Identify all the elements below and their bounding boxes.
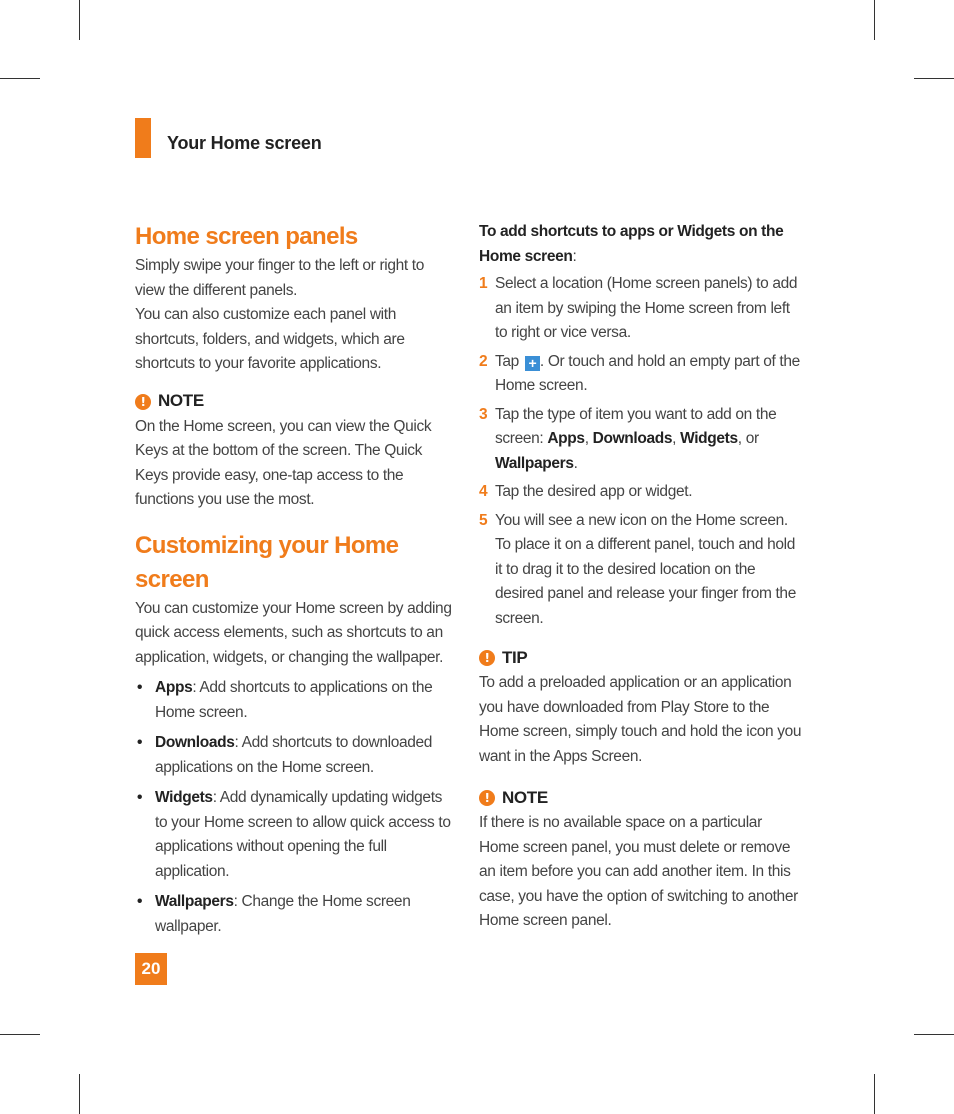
list-item [479,509,803,632]
crop-mark [0,1034,40,1035]
panels-paragraph-2: You can also customize each panel with shortcuts, folders, and widgets, which are shortcuts to your favorite applications. [135,306,405,372]
crop-mark [79,1074,80,1114]
note-text: On the Home screen, you can view the Quick Keys at the bottom of the screen. The Quick Keys provide easy, one-tap access to the functions you use the most. [135,417,432,508]
step-text-pre: Tap the type of item you want to add on the screen: [495,405,777,447]
step-term-apps: Apps [547,430,585,447]
tip-text: To add a preloaded application or an application you have downloaded from Play Store to the Home screen, simply touch and hold the icon you want in the Apps Screen. [479,674,802,765]
bullet-term: Apps [155,679,193,696]
customizing-heading: Customizing your Home screen [135,531,399,593]
list-item [479,403,803,477]
step-text-post: . Or touch and hold an empty part of the Home screen. [495,352,800,394]
list-item [479,480,803,505]
bullet-icon: • [137,679,143,696]
bullet-desc: : Add dynamically updating widgets to your Home screen to allow quick access to applications without opening the full application. [155,789,451,880]
bullet-icon: • [137,734,143,751]
note-text: If there is no available space on a particular Home screen panel, you must delete or remove an item before you can add another item. In this case, you have the option of switching to another Home screen panel. [479,814,798,929]
crop-mark [874,0,875,40]
crop-mark [914,78,954,79]
step-number: 4 [479,483,488,500]
bullet-term: Widgets [155,789,213,806]
list-item [479,272,803,346]
bullet-icon: • [137,893,143,910]
customizing-list [135,676,457,939]
exclamation-icon: ! [135,394,151,410]
step-number: 1 [479,275,488,292]
step-text: Select a location (Home screen panels) to add an item by swiping the Home screen from left to right or vice versa. [495,275,798,341]
section-accent-bar [135,118,151,158]
step-term-downloads: Downloads [592,430,673,447]
bullet-desc: : Add shortcuts to downloaded applications on the Home screen. [155,734,433,776]
add-plus-icon: + [525,356,540,371]
crop-mark [874,1074,875,1114]
list-item [135,890,457,939]
step-number: 5 [479,511,488,529]
step-sep: , [672,430,681,447]
note-header [135,389,457,415]
step-number: 2 [479,352,488,370]
bullet-desc: : Add shortcuts to applications on the Home screen. [155,679,433,721]
step-sep: , [584,430,593,447]
left-column [135,220,457,945]
crop-mark [79,0,80,40]
section-title: Your Home screen [167,133,322,153]
customizing-intro: You can customize your Home screen by adding quick access elements, such as shortcuts to an application, widgets, or changing the wallpaper. [135,599,452,666]
step-text-pre: Tap [495,352,519,370]
note-label: NOTE [502,787,548,807]
exclamation-icon: ! [479,790,495,806]
home-screen-panels-heading: Home screen panels [135,223,358,250]
note-header [479,785,803,811]
steps-heading-text: To add shortcuts to apps or Widgets on the Home screen [479,223,784,265]
bullet-icon: • [137,789,143,806]
crop-mark [0,78,40,79]
panels-paragraph-1: Simply swipe your finger to the left or right to view the different panels. [135,257,425,299]
list-item [479,350,803,399]
list-item [135,731,457,780]
bullet-desc: : Change the Home screen wallpaper. [155,893,411,935]
step-text: Tap the desired app or widget. [495,483,693,500]
list-item [135,676,457,725]
list-item [135,786,457,884]
step-term-widgets: Widgets [680,430,738,447]
step-term-wallpapers: Wallpapers [495,454,574,472]
note-label: NOTE [158,391,204,411]
bullet-term: Wallpapers [155,893,234,910]
tip-label: TIP [502,647,528,667]
bullet-term: Downloads [155,734,235,751]
crop-mark [914,1034,954,1035]
steps-list [479,272,803,631]
step-end: . [573,454,578,472]
exclamation-icon: ! [479,650,495,666]
right-column [479,220,803,934]
steps-heading [479,220,803,269]
page-number: 20 [135,953,167,985]
step-sep: , or [737,430,759,447]
step-text: You will see a new icon on the Home screen. To place it on a different panel, touch and hold it to drag it to the desired location on the desired panel and release your finger from the screen. [495,511,796,627]
steps-heading-colon: : [572,247,577,265]
tip-header [479,645,803,671]
step-number: 3 [479,405,488,423]
